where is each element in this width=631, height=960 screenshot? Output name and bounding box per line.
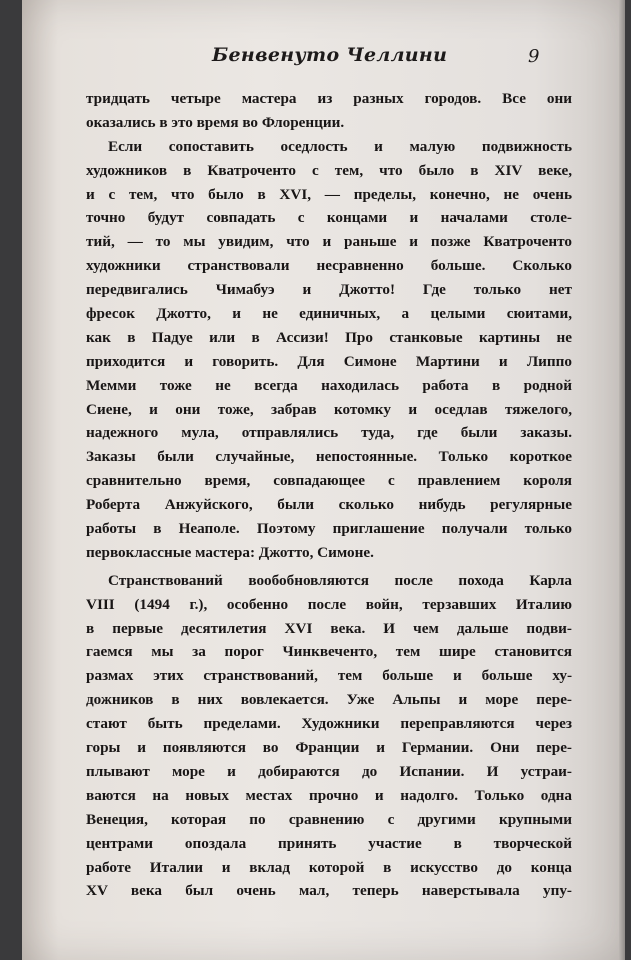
text-line: сравнительно время, совпадающее с правлением короля <box>86 472 572 490</box>
text-line: художники странствовали несравненно больше. Сколько <box>86 257 572 275</box>
text-line: VIII (1494 г.), особенно после войн, терзавших Италию <box>86 595 572 613</box>
text-line: первоклассные мастера: Джотто, Симоне. <box>86 543 374 561</box>
text-line: плывают море и добираются до Испании. И устраи- <box>86 762 572 780</box>
text-line: размах этих странствований, тем больше и больше ху- <box>86 667 572 685</box>
text-line: стают быть пределами. Художники переправляются через <box>86 715 572 733</box>
text-line: работы в Неаполе. Поэтому приглашение получали только <box>86 520 572 538</box>
text-line: XV века был очень мал, теперь наверстывала упу- <box>86 882 572 900</box>
text-line: приходится и говорить. Для Симоне Мартини и Липпо <box>86 352 572 370</box>
book-page <box>22 0 625 960</box>
text-line: ваются на новых местах прочно и надолго. Только одна <box>86 786 572 804</box>
page-header <box>22 44 582 74</box>
text-line: гаемся мы за порог Чинквеченто, тем шире становится <box>86 643 572 661</box>
text-line: Сиене, и они тоже, забрав котомку и оседлав тяжелого, <box>86 400 572 418</box>
page-number: 9 <box>528 46 540 67</box>
text-line: точно будут совпадать с концами и началами столе- <box>86 209 572 227</box>
text-line: горы и появляются во Франции и Германии. Они пере- <box>86 739 572 757</box>
text-line: центрами опоздала принять участие в творческой <box>86 834 572 852</box>
text-line: Роберта Анжуйского, были сколько нибудь регулярные <box>86 496 572 514</box>
body-text <box>86 87 572 903</box>
text-line: в первые десятилетия XVI века. И чем дальше подви- <box>86 619 572 637</box>
text-line: Если сопоставить оседлость и малую подвижность <box>108 137 572 155</box>
text-line: и с тем, что было в XVI, — пределы, конечно, не очень <box>86 185 572 203</box>
page-edge <box>619 0 625 960</box>
text-line: тий, — то мы увидим, что и раньше и позже Кватроченто <box>86 233 572 251</box>
text-line: как в Падуе или в Ассизи! Про станковые картины не <box>86 328 572 346</box>
text-line: оказались в это время во Флоренции. <box>86 113 345 131</box>
text-line: передвигались Чимабуэ и Джотто! Где только нет <box>86 281 572 299</box>
text-line: Странствований вообобновляются после похода Карла <box>108 571 572 589</box>
running-title: Бенвенуто Челлини <box>212 44 448 66</box>
text-line: Венеция, которая по сравнению с другими крупными <box>86 810 572 828</box>
text-line: фресок Джотто, и не единичных, а целыми сюитами, <box>86 305 572 323</box>
text-line: работе Италии и вклад которой в искусство до конца <box>86 858 572 876</box>
text-line: надежного мула, отправлялись туда, где были заказы. <box>86 424 572 442</box>
text-line: Мемми тоже не всегда находилась работа в родной <box>86 376 572 394</box>
text-line: художников в Кватроченто с тем, что было в XIV веке, <box>86 161 572 179</box>
text-line: Заказы были случайные, непостоянные. Только короткое <box>86 448 572 466</box>
text-line: дожников в них вовлекается. Уже Альпы и море пере- <box>86 691 572 709</box>
text-line: тридцать четыре мастера из разных городов. Все они <box>86 90 572 107</box>
